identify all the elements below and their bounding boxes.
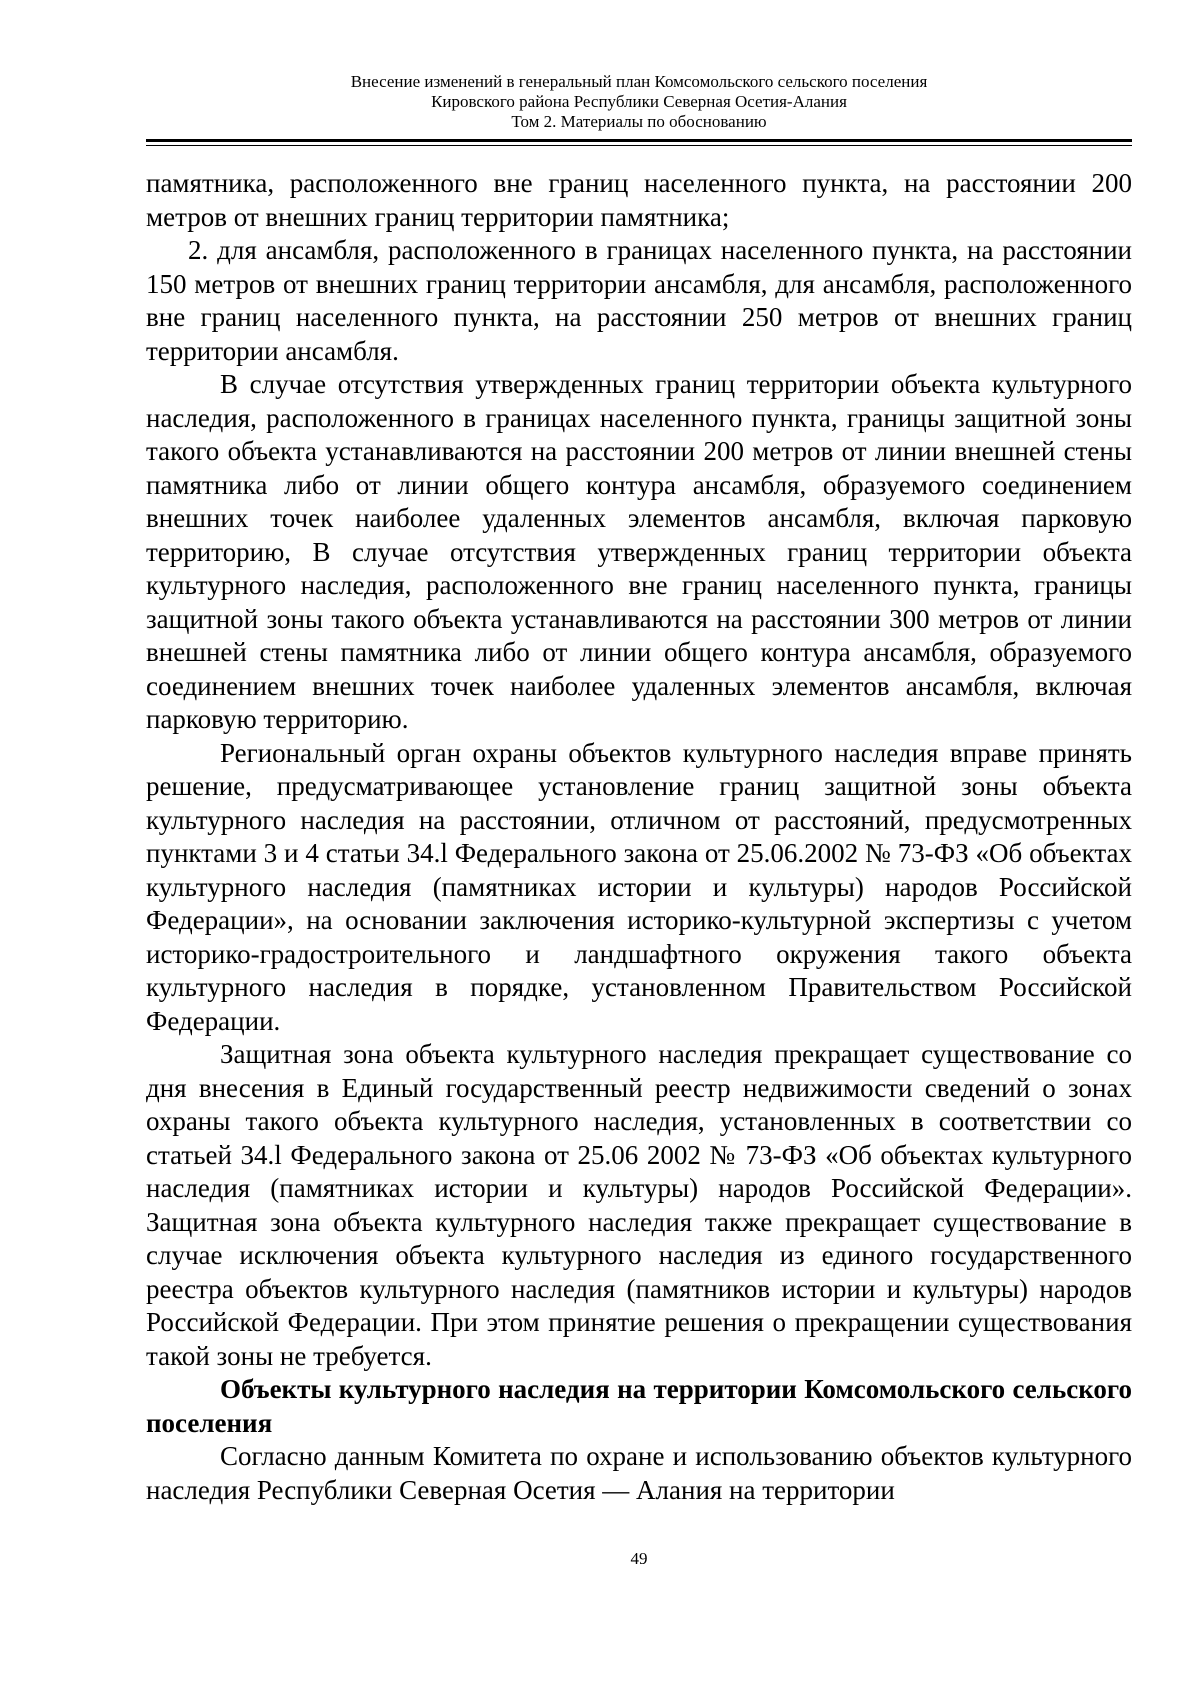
paragraph-no-boundaries: В случае отсутствия утвержденных границ территории объекта культурного наследия, расположенного в границах населенного пункта, границы защитной зоны такого объекта устанавливаются на расстоянии 200 метров от линии внешней стены памятника либо от линии общего контура ансамбля, образуемого соединением внешних точек наиболее удаленных элементов ансамбля, включая парковую территорию, В случае отсутствия утвержденных границ территории объекта культурного наследия, расположенного вне границ населенного пункта, границы защитной зоны такого объекта устанавливаются на расстоянии 300 метров от линии внешней стены памятника либо от линии общего контура ансамбля, образуемого соединением внешних точек наиболее удаленных элементов ансамбля, включая парковую территорию. <box>146 369 1132 734</box>
page-number: 49 <box>630 1549 648 1568</box>
section-heading: Объекты культурного наследия на территории Комсомольского сельского поселения <box>146 1374 1132 1438</box>
header-line-volume: Том 2. Материалы по обоснованию <box>511 112 767 131</box>
document-body <box>146 167 1132 1507</box>
paragraph-committee-data: Согласно данным Комитета по охране и использованию объектов культурного наследия Республики Северная Осетия — Алания на территории <box>146 1441 1132 1505</box>
paragraph-regional-authority: Региональный орган охраны объектов культурного наследия вправе принять решение, предусматривающее установление границ защитной зоны объекта культурного наследия на расстоянии, отличном от расстояний, предусмотренных пунктами 3 и 4 статьи 34.l Федерального закона от 25.06.2002 № 73-ФЗ «Об объектах культурного наследия (памятниках истории и культуры) народов Российской Федерации», на основании заключения историко-культурной экспертизы с учетом историко-градостроительного и ландшафтного окружения такого объекта культурного наследия в порядке, установленном Правительством Российской Федерации. <box>146 737 1132 1036</box>
header-line-title: Внесение изменений в генеральный план Комсомольского сельского поселения <box>350 72 928 91</box>
list-item-ensemble: 2. для ансамбля, расположенного в границах населенного пункта, на расстоянии 150 метров от внешних границ территории ансамбля, для ансамбля, расположенного вне границ населенного пункта, на расстоянии 250 метров от внешних границ территории ансамбля. <box>146 235 1132 366</box>
running-header <box>146 72 1132 132</box>
paragraph-continuation: памятника, расположенного вне границ населенного пункта, на расстоянии 200 метров от внешних границ территории памятника; <box>146 168 1132 232</box>
header-line-region: Кировского района Республики Северная Осетия-Алания <box>431 92 847 111</box>
paragraph-zone-termination: Защитная зона объекта культурного наследия прекращает существование со дня внесения в Единый государственный реестр недвижимости сведений о зонах охраны такого объекта культурного наследия, установленных в соответствии со статьей 34.l Федерального закона от 25.06 2002 № 73-ФЗ «Об объектах культурного наследия (памятниках истории и культуры) народов Российской Федерации». Защитная зона объекта культурного наследия также прекращает существование в случае исключения объекта культурного наследия из единого государственного реестра объектов культурного наследия (памятников истории и культуры) народов Российской Федерации. При этом принятие решения о прекращении существования такой зоны не требуется. <box>146 1039 1132 1371</box>
header-rule-thick <box>146 139 1132 142</box>
header-rule-thin <box>146 145 1132 146</box>
